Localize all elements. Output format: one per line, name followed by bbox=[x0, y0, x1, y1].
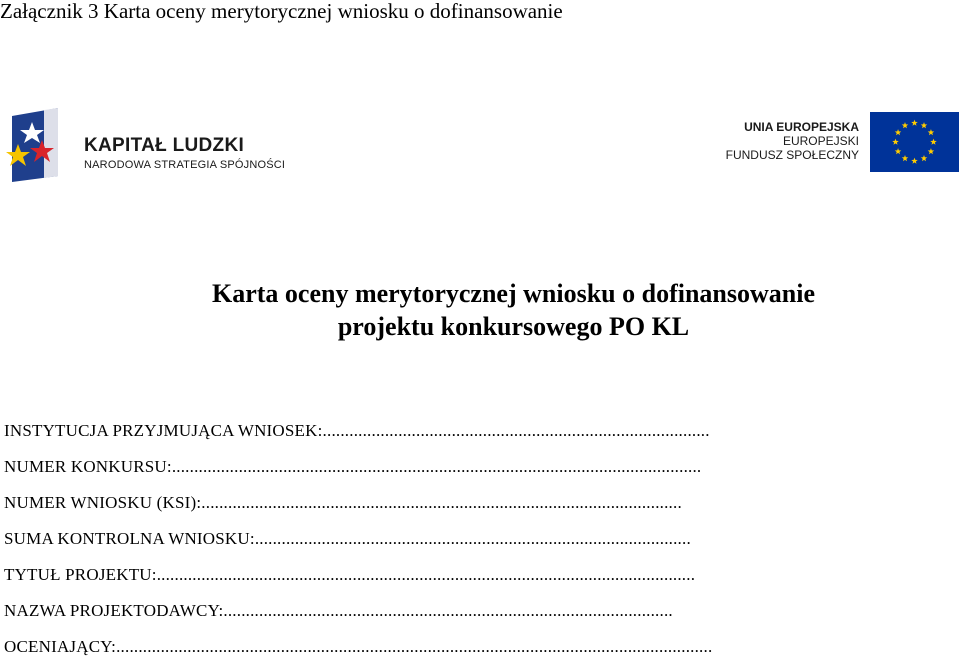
field-fill-dots: ...................................................................................................................................... bbox=[116, 637, 713, 656]
field-label: NAZWA PROJEKTODAWCY: bbox=[4, 601, 224, 620]
eu-flag-icon bbox=[870, 112, 959, 172]
field-fill-dots: ....................................................................................................................... bbox=[171, 457, 702, 476]
eu-logo-line-3: FUNDUSZ SPOŁECZNY bbox=[725, 148, 859, 162]
kapital-ludzki-logo bbox=[4, 106, 304, 186]
document-heading: Załącznik 3 Karta oceny merytorycznej wniosku o dofinansowanie bbox=[0, 0, 563, 23]
form-title-line-1: Karta oceny merytorycznej wniosku o dofinansowanie bbox=[211, 279, 815, 308]
field-label: NUMER KONKURSU: bbox=[4, 457, 172, 476]
form-title-line-2: projektu konkursowego PO KL bbox=[337, 312, 690, 341]
field-numer-konkursu bbox=[4, 456, 959, 492]
field-label: OCENIAJĄCY: bbox=[4, 637, 117, 656]
field-label: TYTUŁ PROJEKTU: bbox=[4, 565, 157, 584]
field-tytul-projektu bbox=[4, 564, 959, 600]
field-fill-dots: ..................................................................................................... bbox=[223, 601, 673, 620]
field-fill-dots: ....................................................................................... bbox=[322, 421, 710, 440]
field-oceniajacy bbox=[4, 636, 959, 672]
field-fill-dots: ............................................................................................................ bbox=[201, 493, 682, 512]
field-label: NUMER WNIOSKU (KSI): bbox=[4, 493, 202, 512]
field-fill-dots: ......................................................................................................................... bbox=[156, 565, 696, 584]
kapital-ludzki-name: KAPITAŁ LUDZKI bbox=[84, 135, 245, 156]
kapital-ludzki-emblem-icon bbox=[4, 106, 66, 184]
eu-logo-line-1: UNIA EUROPEJSKA bbox=[744, 120, 859, 134]
field-label: SUMA KONTROLNA WNIOSKU: bbox=[4, 529, 255, 548]
eu-logo bbox=[725, 110, 959, 174]
field-numer-wniosku bbox=[4, 492, 959, 528]
field-instytucja bbox=[4, 420, 959, 456]
kapital-ludzki-subtitle: NARODOWA STRATEGIA SPÓJNOŚCI bbox=[84, 159, 286, 171]
form-fields bbox=[4, 420, 959, 672]
eu-logo-line-2: EUROPEJSKI bbox=[782, 134, 859, 148]
field-nazwa-projektodawcy bbox=[4, 600, 959, 636]
field-suma-kontrolna bbox=[4, 528, 959, 564]
field-label: INSTYTUCJA PRZYJMUJĄCA WNIOSEK: bbox=[4, 421, 323, 440]
field-fill-dots: .................................................................................................. bbox=[254, 529, 691, 548]
